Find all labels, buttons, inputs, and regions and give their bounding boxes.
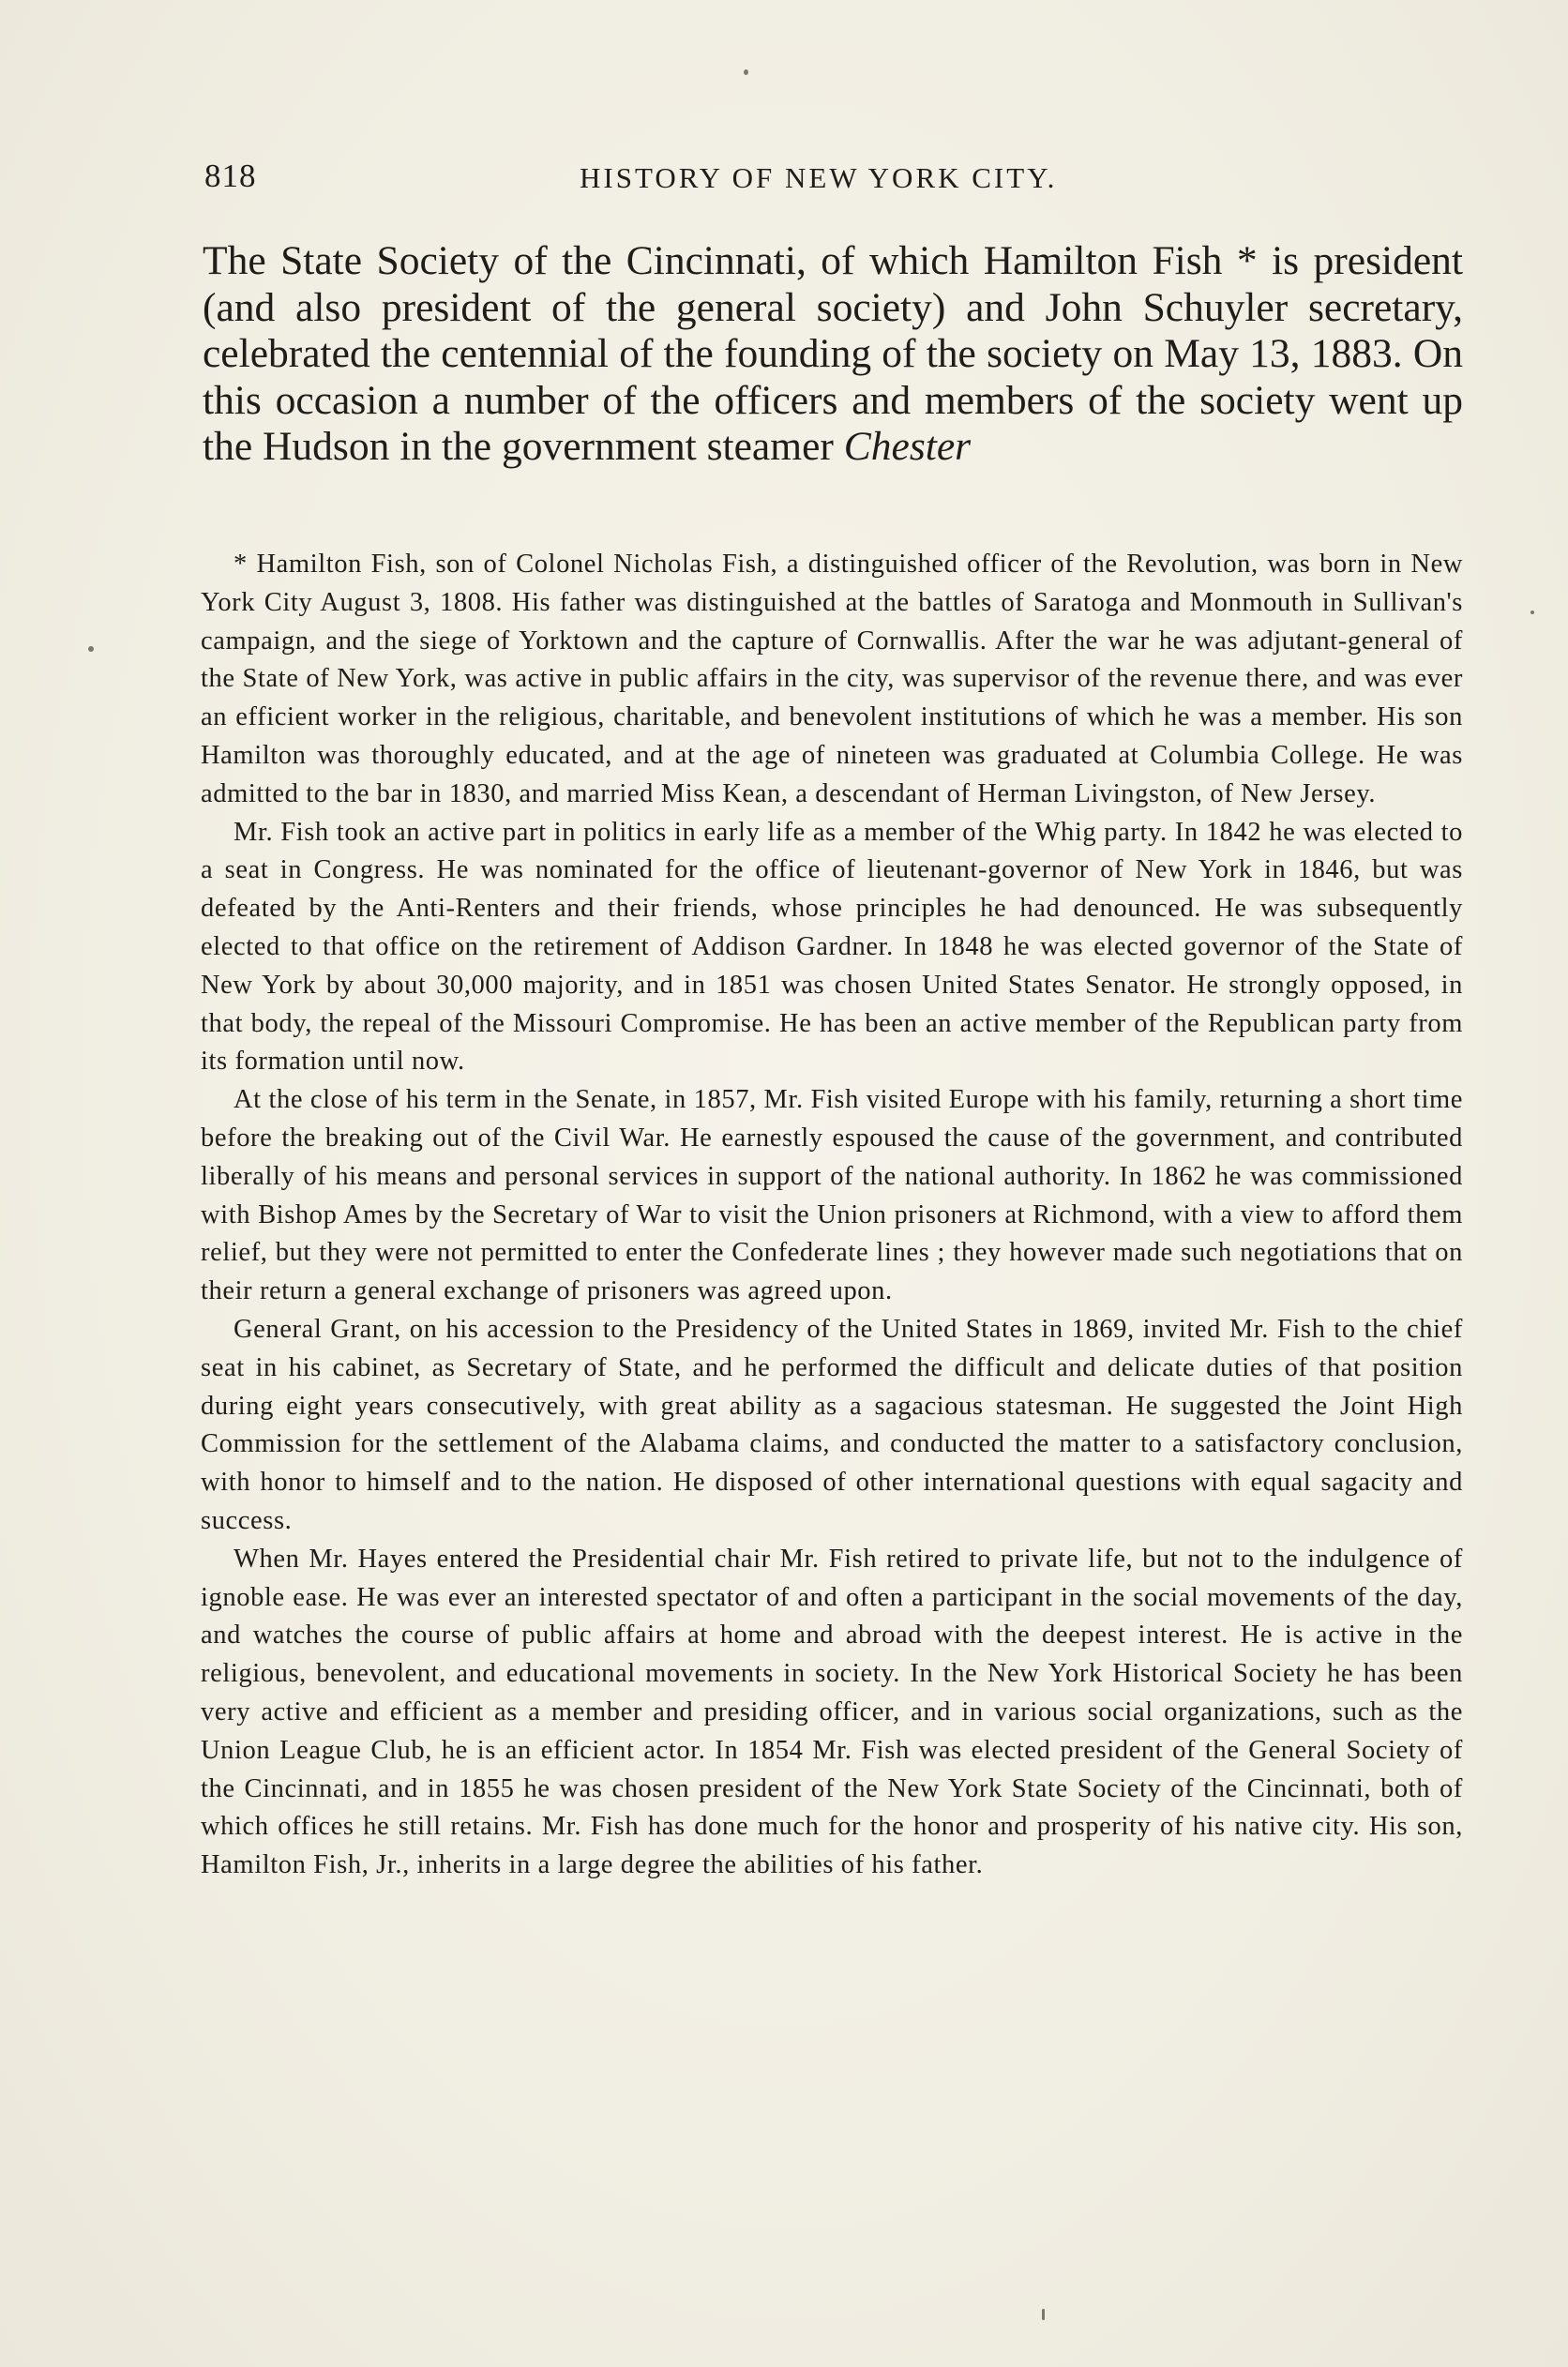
paper-speck [744,69,748,75]
paper-speck [1042,2309,1045,2320]
paper-speck [88,646,94,652]
running-title: HISTORY OF NEW YORK CITY. [580,161,1058,194]
steamer-name: Chester [843,424,972,469]
footnote-paragraph-5: When Mr. Hayes entered the Presidential chair Mr. Fish retired to private life, but not to the indulgence of ignoble ease. He was ever an interested spectator of and often a participant in the social movements of the day, and watches the course of public affairs at home and abroad with the deepest interest. He is active in the religious, benevolent, and educational movements in society. In the New York Historical Society he has been very active and efficient as a member and presiding officer, and in various social organizations, such as the Union League Club, he is an efficient actor. In 1854 Mr. Fish was elected president of the General Society of the Cincinnati, and in 1855 he was chosen president of the New York State Society of the Cincinnati, both of which offices he still retains. Mr. Fish has done much for the honor and prosperity of his native city. His son, Hamilton Fish, Jr., inherits in a large degree the abilities of his father. [201,1544,1463,1880]
footnote [201,546,1463,1885]
footnote-paragraph-4: General Grant, on his accession to the Presidency of the United States in 1869, invited Mr. Fish to the chief seat in his cabinet, as Secretary of State, and he performed the difficult and delicate duties of that position during eight years consecutively, with great ability as a sagacious statesman. He suggested the Joint High Commission for the settlement of the Alabama claims, and conducted the matter to a satisfactory conclusion, with honor to himself and to the nation. He disposed of other international questions with equal sagacity and success. [201,1314,1463,1535]
footnote-paragraph-2: Mr. Fish took an active part in politics in early life as a member of the Whig party. In 1842 he was elected to a seat in Congress. He was nominated for the office of lieutenant-governor of New York in 1846, but was defeated by the Anti-Renters and their friends, whose principles he had denounced. He was subsequently elected to that office on the retirement of Addison Gardner. In 1848 he was elected governor of the State of New York by about 30,000 majority, and in 1851 was chosen United States Senator. He strongly opposed, in that body, the repeal of the Missouri Compromise. He has been an active member of the Republican party from its formation until now. [201,817,1463,1077]
footnote-paragraph-1: * Hamilton Fish, son of Colonel Nicholas Fish, a distinguished officer of the Revolution, was born in New York City August 3, 1808. His father was distinguished at the battles of Saratoga and Monmouth in Sullivan's campaign, and the siege of Yorktown and the capture of Cornwallis. After the war he was adjutant-general of the State of New York, was active in public affairs in the city, was supervisor of the revenue there, and was ever an efficient worker in the religious, charitable, and benevolent institutions of which he was a member. His son Hamilton was thoroughly educated, and at the age of nineteen was graduated at Columbia College. He was admitted to the bar in 1830, and married Miss Kean, a descendant of Herman Livingston, of New Jersey. [201,550,1463,808]
page-number: 818 [204,158,257,194]
paper-speck [1530,611,1534,614]
main-paragraph [203,238,1463,471]
footnote-paragraph-3: At the close of his term in the Senate, in 1857, Mr. Fish visited Europe with his family, returning a short time before the breaking out of the Civil War. He earnestly espoused the cause of the government, and contributed liberally of his means and personal services in support of the national authority. In 1862 he was commissioned with Bishop Ames by the Secretary of War to visit the Union prisoners at Richmond, with a view to afford them relief, but they were not permitted to enter the Confederate lines ; they however made such negotiations that on their return a general exchange of prisoners was agreed upon. [201,1085,1463,1306]
running-head [204,158,1461,199]
main-paragraph-text: The State Society of the Cincinnati, of which Hamilton Fish * is president (and also president of the general society) and John Schuyler secretary, celebrated the centennial of the founding of the society on May 13, 1883. On this occasion a number of the officers and members of the society went up the Hudson in the government steamer [203,238,1463,469]
